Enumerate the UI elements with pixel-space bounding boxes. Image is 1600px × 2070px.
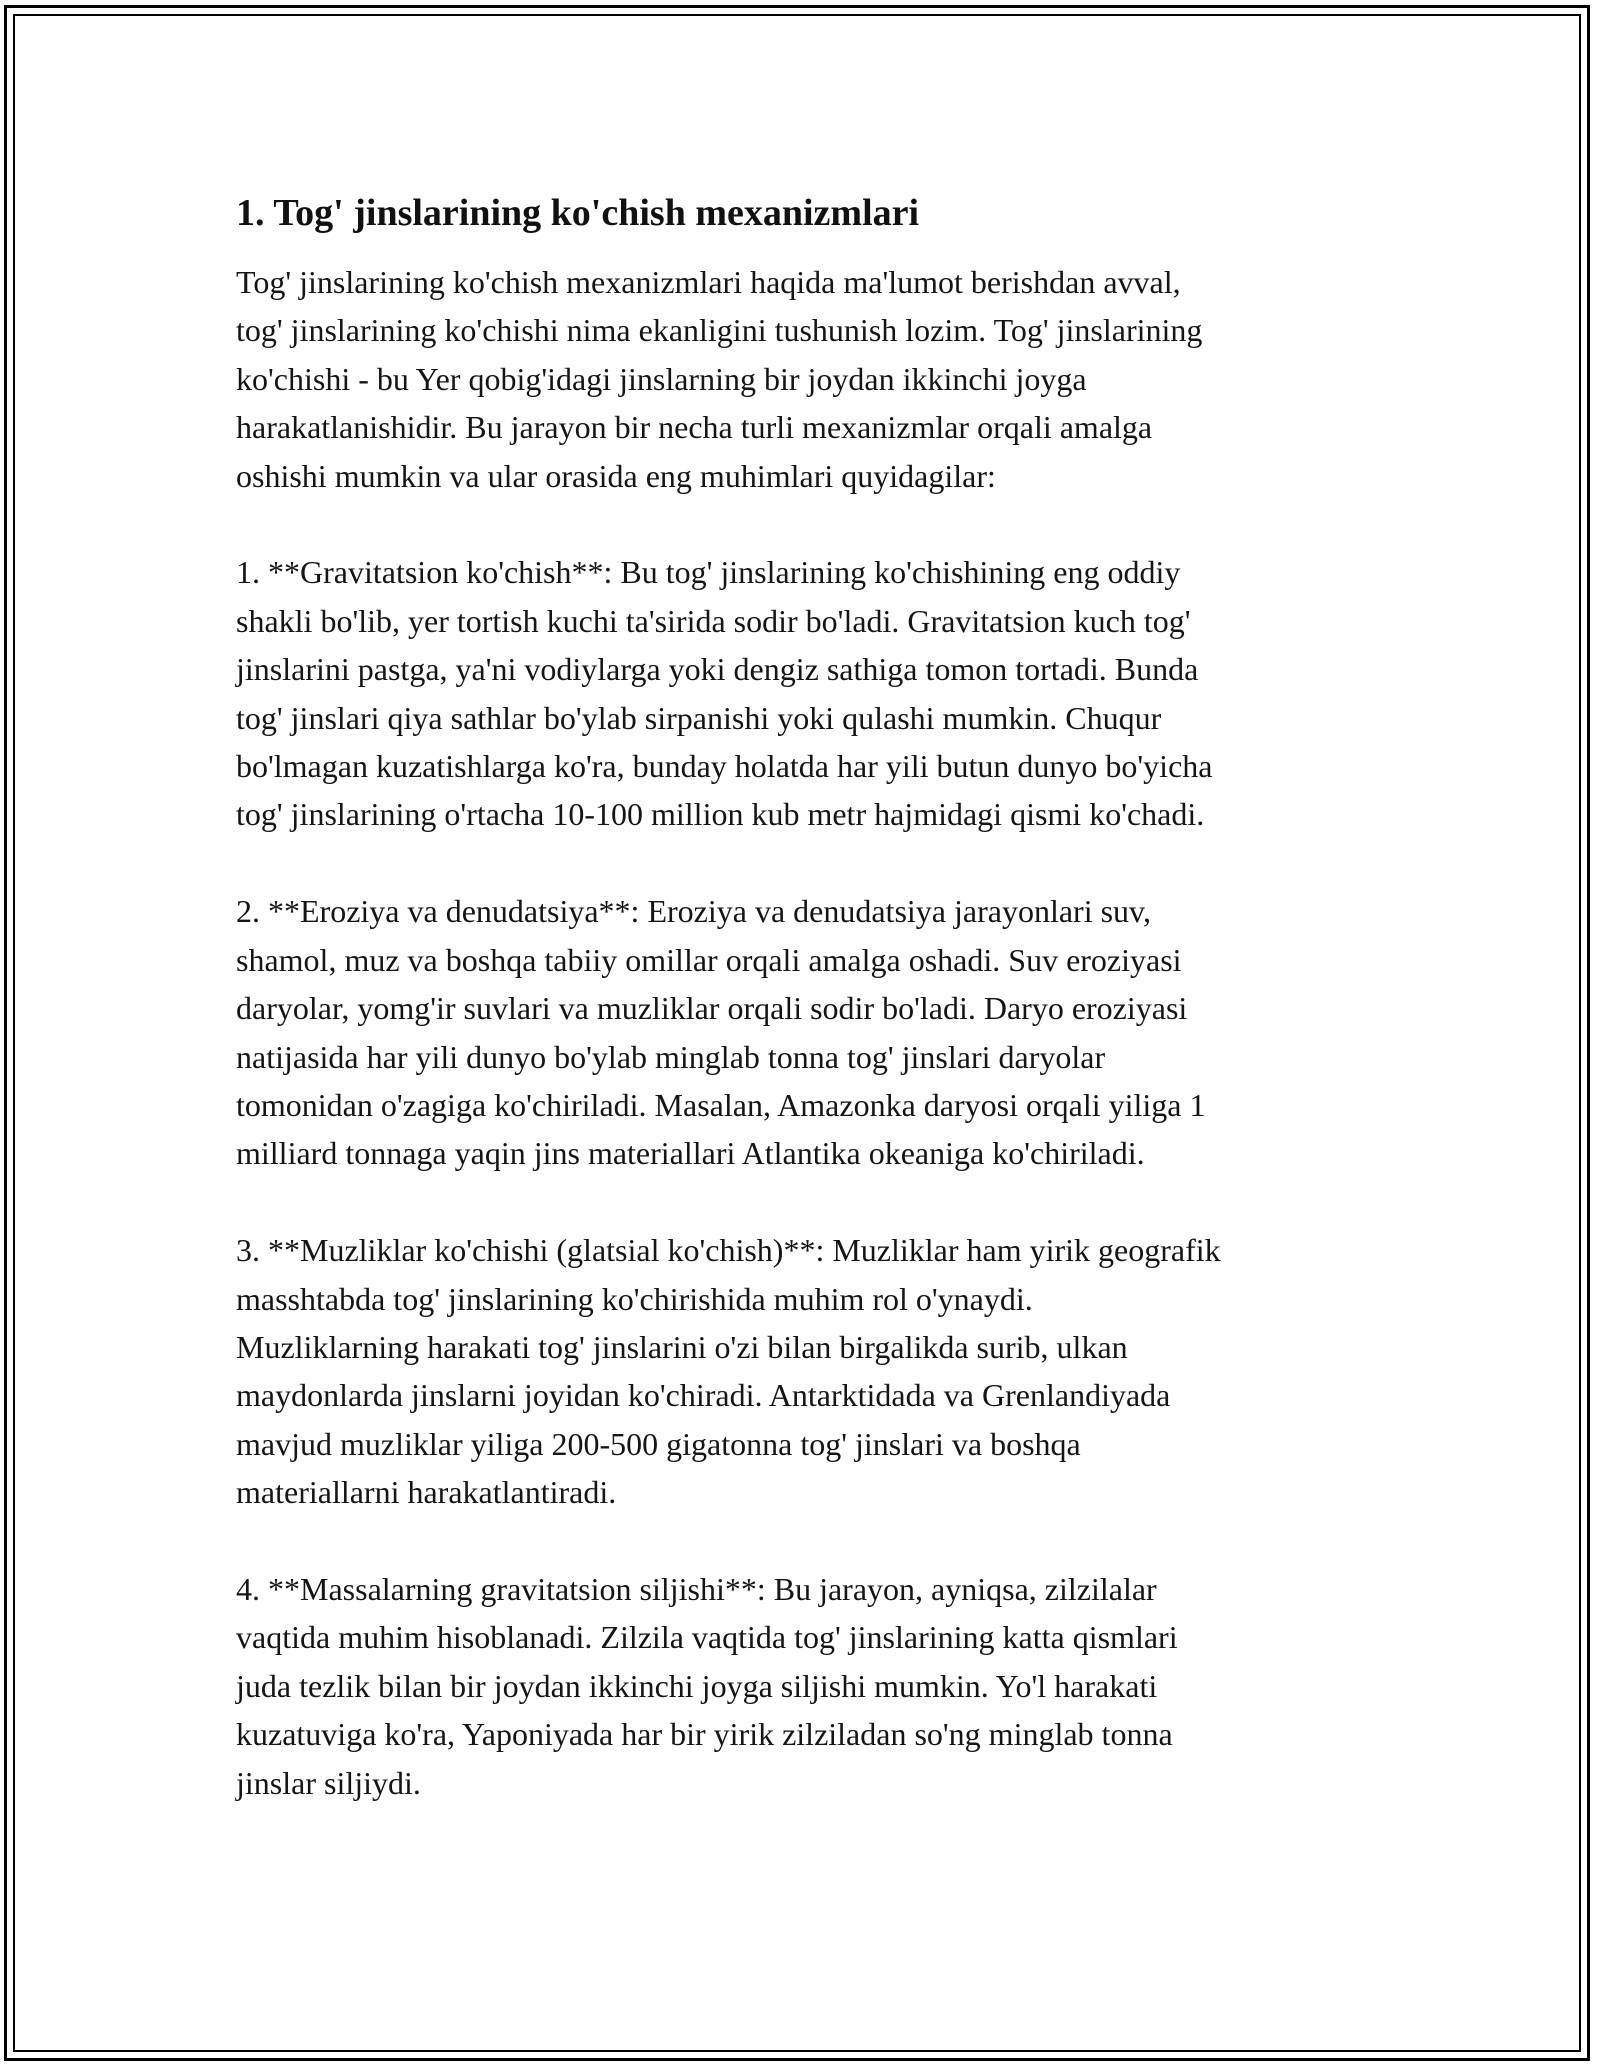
section-body: Tog' jinslarining ko'chish mexanizmlari haqida ma'lumot berishdan avval, tog' jinslarining ko'chishi nima ekanligini tushunish lozim. Tog' jinslarining ko'chishi - bu Yer qobig'idagi jinslarning bir joydan ikkinchi joyga harakatlanishidir. Bu jarayon bir necha turli mexanizmlar orqali amalga oshishi mumkin va ular orasida eng muhimlari quyidagilar: 1. **Gravitatsion ko'chish**: Bu tog' jinslarining ko'chishining eng oddiy shakli bo'lib, yer tortish kuchi ta'sirida sodir bo'ladi. Gravitatsion kuch tog' jinslarini pastga, ya'ni vodiylarga yoki dengiz sathiga tomon tortadi. Bunda tog' jinslari qiya sathlar bo'ylab sirpanishi yoki qulashi mumkin. Chuqur bo'lmagan kuzatishlarga ko'ra, bunday holatda har yili butun dunyo bo'yicha tog' jinslarining o'rtacha 10-100 million kub metr hajmidagi qismi ko'chadi. 2. **Eroziya va denudatsiya**: Eroziya va denudatsiya jarayonlari suv, shamol, muz va boshqa tabiiy omillar orqali amalga oshadi. Suv eroziyasi daryolar, yomg'ir suvlari va muzliklar orqali sodir bo'ladi. Daryo eroziyasi natijasida har yili dunyo bo'ylab minglab tonna tog' jinslari daryolar tomonidan o'zagiga ko'chiriladi. Masalan, Amazonka daryosi orqali yiliga 1 milliard tonnaga yaqin jins materiallari Atlantika okeaniga ko'chiriladi. 3. **Muzliklar ko'chishi (glatsial ko'chish)**: Muzliklar ham yirik geografik masshtabda tog' jinslarining ko'chirishida muhim rol o'ynaydi. Muzliklarning harakati tog' jinslarini o'zi bilan birgalikda surib, ulkan maydonlarda jinslarni joyidan ko'chiradi. Antarktidada va Grenlandiyada mavjud muzliklar yiliga 200-500 gigatonna tog' jinslari va boshqa materiallarni harakatlantiradi. 4. **Massalarning gravitatsion siljishi**: Bu jarayon, ayniqsa, zilzilalar vaqtida muhim hisoblanadi. Zilzila vaqtida tog' jinslarining katta qismlari juda tezlik bilan bir joydan ikkinchi joyga siljishi mumkin. Yo'l harakati kuzatuviga ko'ra, Yaponiyada har bir yirik zilziladan so'ng minglab tonna jinslar siljiydi. — [236, 264, 1221, 1801]
section-title: 1. Tog' jinslarining ko'chish mexanizmlari — [236, 192, 920, 234]
document-content — [236, 188, 1376, 1807]
